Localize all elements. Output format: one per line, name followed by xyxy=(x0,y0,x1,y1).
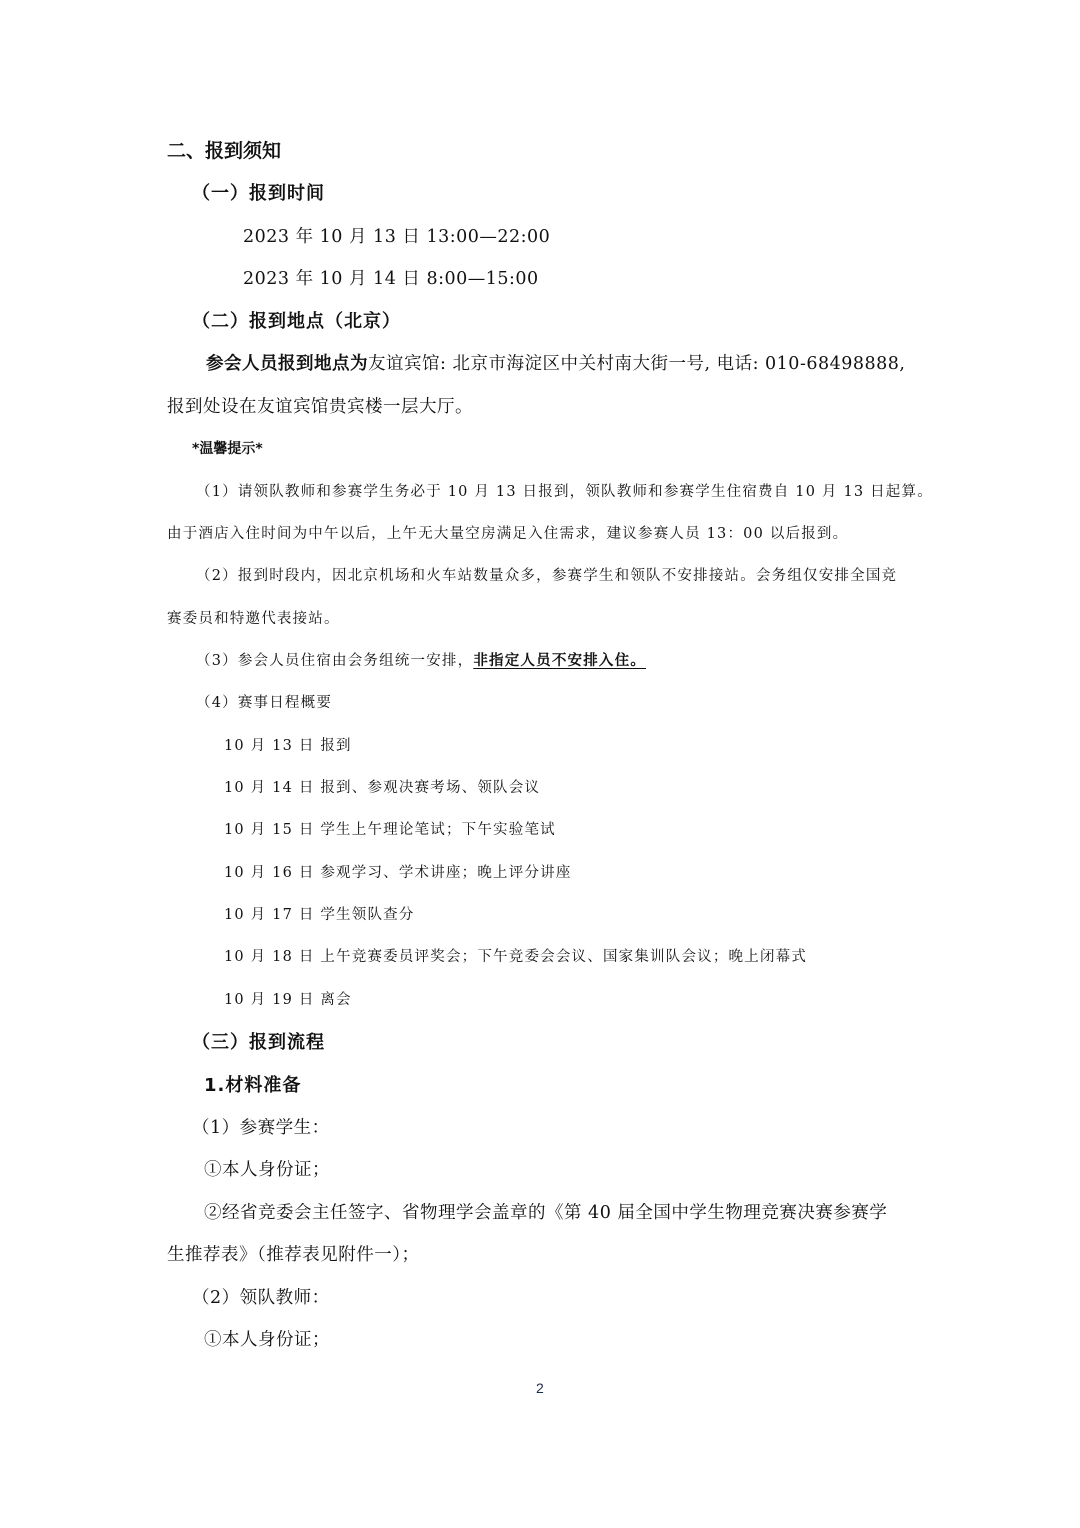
time-line-1: 2023 年 10 月 13 日 13:00—22:00 xyxy=(243,227,551,247)
schedule-date: 10 月 15 日 xyxy=(224,822,315,838)
tip-3 xyxy=(196,654,646,669)
time-heading: （一）报到时间 xyxy=(192,183,325,204)
schedule-desc: 上午竞赛委员评奖会；下午竞委会会议、国家集训队会议；晚上闭幕式 xyxy=(320,949,808,965)
process-heading: （三）报到流程 xyxy=(192,1032,325,1053)
section-title: 二、报到须知 xyxy=(167,140,282,162)
location-lead: 参会人员报到地点为 xyxy=(206,354,368,374)
location-heading: （二）报到地点（北京） xyxy=(192,311,401,332)
students-item-1: ①本人身份证； xyxy=(204,1160,330,1180)
schedule-row xyxy=(224,739,352,754)
schedule-date: 10 月 13 日 xyxy=(224,738,315,754)
schedule-desc: 参观学习、学术讲座；晚上评分讲座 xyxy=(320,865,572,881)
tip-3-text: （3）参会人员住宿由会务组统一安排， xyxy=(196,653,474,669)
schedule-desc: 学生领队查分 xyxy=(320,907,415,923)
schedule-row xyxy=(224,908,415,923)
tip-2-line-2: 赛委员和特邀代表接站。 xyxy=(167,611,340,627)
schedule-desc: 报到 xyxy=(320,738,352,754)
tip-2-line-1: （2）报到时段内，因北京机场和火车站数量众多，参赛学生和领队不安排接站。会务组仅安排全国竞 xyxy=(196,568,898,584)
teachers-item-1: ①本人身份证； xyxy=(204,1330,330,1350)
schedule-date: 10 月 14 日 xyxy=(224,780,315,796)
schedule-desc: 报到、参观决赛考场、领队会议 xyxy=(320,780,541,796)
students-item-2: ②经省竞委会主任签字、省物理学会盖章的《第 40 届全国中学生物理竞赛决赛参赛学 xyxy=(204,1203,888,1223)
location-paragraph-line-2: 报到处设在友谊宾馆贵宾楼一层大厅。 xyxy=(167,397,473,417)
teachers-label: （2）领队教师： xyxy=(192,1288,330,1308)
schedule-date: 10 月 16 日 xyxy=(224,865,315,881)
tip-1-line-1: （1）请领队教师和参赛学生务必于 10 月 13 日报到，领队教师和参赛学生住宿费自 10 月 13 日起算。 xyxy=(196,484,933,500)
schedule-date: 10 月 17 日 xyxy=(224,907,315,923)
time-line-2: 2023 年 10 月 14 日 8:00—15:00 xyxy=(243,269,539,289)
students-item-2-cont: 生推荐表》（推荐表见附件一）； xyxy=(167,1245,420,1265)
schedule-desc: 离会 xyxy=(320,992,352,1008)
schedule-row xyxy=(224,866,572,881)
schedule-row xyxy=(224,781,540,796)
schedule-row xyxy=(224,823,556,838)
tip-1-line-2: 由于酒店入住时间为中午以后，上午无大量空房满足入住需求，建议参赛人员 13：00 以后报到。 xyxy=(167,526,849,542)
tip-3-emphasis: 非指定人员不安排入住。 xyxy=(473,653,647,669)
schedule-row xyxy=(224,993,352,1008)
location-address: 友谊宾馆: 北京市海淀区中关村南大街一号, 电话: 010-68498888, xyxy=(368,354,906,374)
schedule-date: 10 月 19 日 xyxy=(224,992,315,1008)
location-paragraph-line-1 xyxy=(206,356,906,374)
students-label: （1）参赛学生： xyxy=(192,1118,330,1138)
tip-4: （4）赛事日程概要 xyxy=(196,695,333,711)
process-subheading: 1.材料准备 xyxy=(204,1075,302,1096)
schedule-row xyxy=(224,950,807,965)
schedule-date: 10 月 18 日 xyxy=(224,949,315,965)
schedule-desc: 学生上午理论笔试；下午实验笔试 xyxy=(320,822,556,838)
page-number: 2 xyxy=(536,1380,544,1396)
tips-title: *温馨提示* xyxy=(192,441,263,457)
